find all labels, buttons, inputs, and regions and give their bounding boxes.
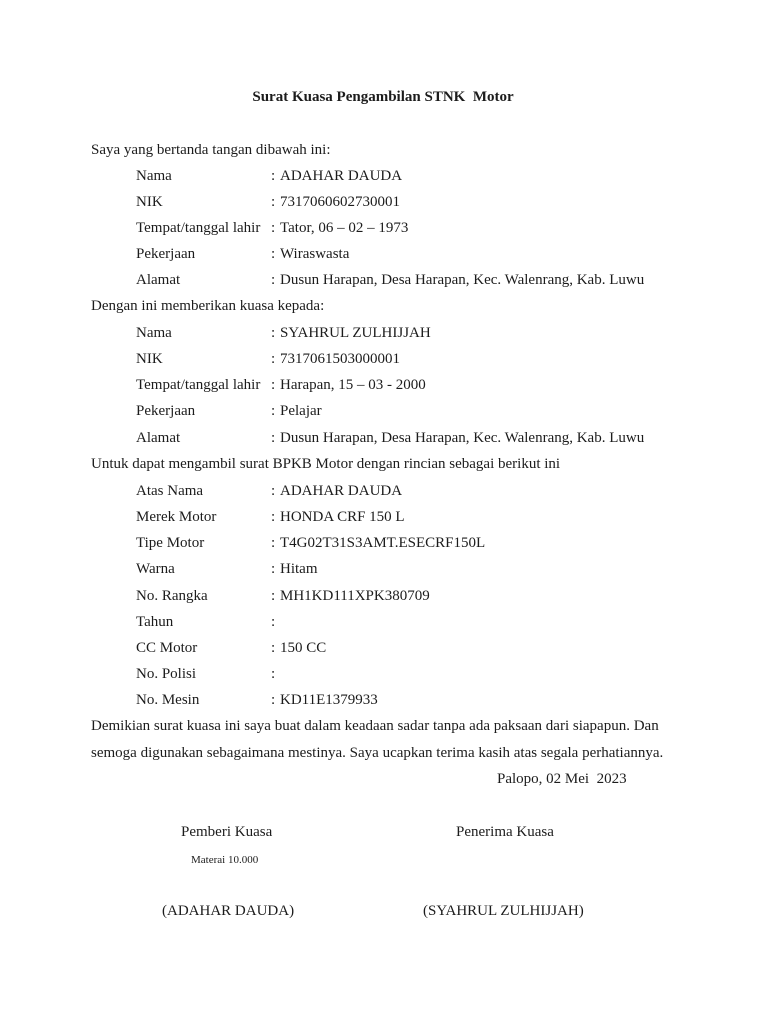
document-title: Surat Kuasa Pengambilan STNK Motor (252, 89, 514, 105)
field-separator: : (271, 430, 276, 446)
field-label: Atas Nama (136, 483, 204, 499)
field-separator: : (271, 403, 276, 419)
field-label: Tipe Motor (136, 535, 205, 551)
field-separator: : (271, 194, 276, 210)
field-separator: : (271, 351, 276, 367)
grantor-nama-row (0, 167, 768, 185)
vehicle-brand-row (0, 508, 768, 526)
grantor-birth-row (0, 219, 768, 237)
vehicle-color-row (0, 560, 768, 578)
grantor-signature-name: (ADAHAR DAUDA) (162, 903, 295, 919)
field-separator: : (271, 509, 276, 525)
field-value: Dusun Harapan, Desa Harapan, Kec. Walenrang, Kab. Luwu (280, 430, 645, 446)
field-label: Tempat/tanggal lahir (136, 377, 261, 393)
vehicle-engine-row (0, 691, 768, 709)
field-label: Alamat (136, 272, 181, 288)
grantee-address-row (0, 429, 768, 447)
field-value: HONDA CRF 150 L (280, 509, 405, 525)
field-separator: : (271, 220, 276, 236)
field-label: Merek Motor (136, 509, 217, 525)
vehicle-cc-row (0, 639, 768, 657)
grantee-role-label: Penerima Kuasa (456, 824, 554, 840)
field-label: CC Motor (136, 640, 198, 656)
field-label: NIK (136, 194, 163, 210)
field-label: Tempat/tanggal lahir (136, 220, 261, 236)
field-value: ADAHAR DAUDA (280, 483, 403, 499)
field-value: Pelajar (280, 403, 322, 419)
closing-paragraph-line-2: semoga digunakan sebagaimana mestinya. Saya ucapkan terima kasih atas segala perhatiannya. (91, 745, 664, 761)
field-label: Alamat (136, 430, 181, 446)
grantor-address-row (0, 271, 768, 289)
field-label: No. Mesin (136, 692, 200, 708)
vehicle-plate-row (0, 665, 768, 683)
closing-paragraph-line-1: Demikian surat kuasa ini saya buat dalam keadaan sadar tanpa ada paksaan dari siapapun. Dan (91, 718, 659, 734)
field-value: Tator, 06 – 02 – 1973 (280, 220, 409, 236)
field-label: No. Rangka (136, 588, 208, 604)
field-separator: : (271, 535, 276, 551)
field-label: Warna (136, 561, 175, 577)
vehicle-intro: Untuk dapat mengambil surat BPKB Motor dengan rincian sebagai berikut ini (91, 456, 561, 472)
vehicle-owner-row (0, 482, 768, 500)
vehicle-type-row (0, 534, 768, 552)
vehicle-frame-row (0, 587, 768, 605)
grantee-intro: Dengan ini memberikan kuasa kepada: (91, 298, 325, 314)
field-value: T4G02T31S3AMT.ESECRF150L (280, 535, 486, 551)
field-separator: : (271, 692, 276, 708)
field-value: Dusun Harapan, Desa Harapan, Kec. Walenrang, Kab. Luwu (280, 272, 645, 288)
grantee-nama-row (0, 324, 768, 342)
grantee-job-row (0, 402, 768, 420)
field-value: 7317060602730001 (280, 194, 400, 210)
grantee-signature-name: (SYAHRUL ZULHIJJAH) (423, 903, 584, 919)
grantee-nik-row (0, 350, 768, 368)
stamp-duty-note: Materai 10.000 (191, 854, 259, 866)
field-label: Tahun (136, 614, 174, 630)
field-value: KD11E1379933 (280, 692, 378, 708)
grantor-job-row (0, 245, 768, 263)
field-separator: : (271, 325, 276, 341)
place-and-date: Palopo, 02 Mei 2023 (497, 771, 627, 787)
field-label: No. Polisi (136, 666, 197, 682)
field-label: NIK (136, 351, 163, 367)
field-separator: : (271, 377, 276, 393)
field-separator: : (271, 561, 276, 577)
field-label: Nama (136, 325, 172, 341)
vehicle-year-row (0, 613, 768, 631)
grantor-role-label: Pemberi Kuasa (181, 824, 273, 840)
field-separator: : (271, 483, 276, 499)
field-value: ADAHAR DAUDA (280, 168, 403, 184)
grantor-intro: Saya yang bertanda tangan dibawah ini: (91, 142, 331, 158)
field-separator: : (271, 588, 276, 604)
field-separator: : (271, 666, 276, 682)
field-separator: : (271, 246, 276, 262)
field-value: Wiraswasta (280, 246, 350, 262)
field-separator: : (271, 640, 276, 656)
field-value: Harapan, 15 – 03 - 2000 (280, 377, 426, 393)
field-value: MH1KD111XPK380709 (280, 588, 430, 604)
field-value: Hitam (280, 561, 318, 577)
field-separator: : (271, 272, 276, 288)
field-label: Nama (136, 168, 172, 184)
grantor-nik-row (0, 193, 768, 211)
field-separator: : (271, 614, 276, 630)
field-value: SYAHRUL ZULHIJJAH (280, 325, 431, 341)
field-separator: : (271, 168, 276, 184)
field-label: Pekerjaan (136, 403, 196, 419)
field-value: 7317061503000001 (280, 351, 400, 367)
grantee-birth-row (0, 376, 768, 394)
field-label: Pekerjaan (136, 246, 196, 262)
field-value: 150 CC (280, 640, 327, 656)
